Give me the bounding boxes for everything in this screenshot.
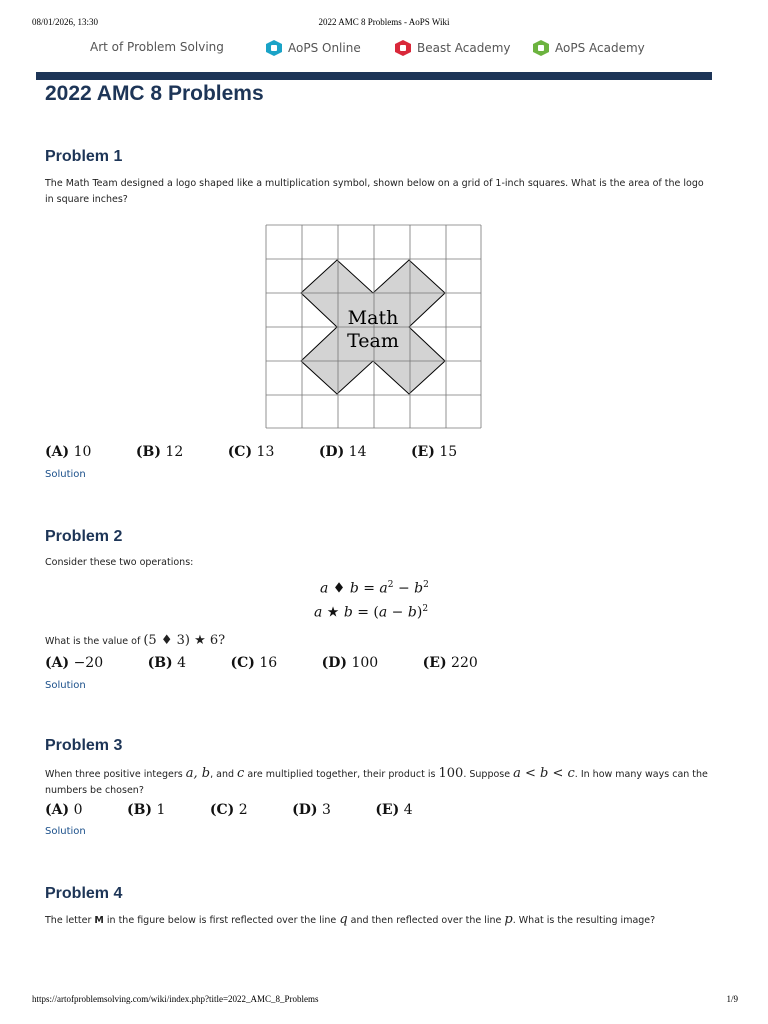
choice: (B) 1 xyxy=(126,802,166,818)
problem-2-heading: Problem 2 xyxy=(45,528,123,545)
choice: (E) 4 xyxy=(375,802,413,818)
problem-3-solution-link[interactable]: Solution xyxy=(45,826,86,837)
choice: (A) −20 xyxy=(45,655,104,671)
print-page-number: 1/9 xyxy=(726,994,738,1004)
problem-2-question: What is the value of (5 ♦ 3) ★ 6? xyxy=(45,633,226,648)
print-date: 08/01/2026, 13:30 xyxy=(32,17,99,27)
operation-diamond-definition: a ♦ $b = a^2 - b^2$ xyxy=(320,580,429,597)
choice: (B) 12 xyxy=(135,444,184,460)
print-url: https://artofproblemsolving.com/wiki/index.php?title=2022_AMC_8_Problems xyxy=(32,994,319,1004)
print-title: 2022 AMC 8 Problems - AoPS Wiki xyxy=(318,17,450,27)
nav-academy-link[interactable] xyxy=(533,40,645,56)
choice: (E) 220 xyxy=(422,655,478,671)
aops-academy-icon xyxy=(533,40,549,56)
beast-academy-icon xyxy=(395,40,411,56)
problem-1-solution-link[interactable]: Solution xyxy=(45,469,86,480)
problem-3-choices xyxy=(45,802,453,818)
math-team-logo-figure xyxy=(265,224,483,430)
choice: (C) 16 xyxy=(230,655,278,671)
choice: (A) 0 xyxy=(45,802,83,818)
nav-academy-label: AoPS Academy xyxy=(555,41,645,55)
choice: (C) 2 xyxy=(209,802,248,818)
problem-2-text: Consider these two operations: xyxy=(45,557,194,568)
problem-3-heading: Problem 3 xyxy=(45,737,123,754)
top-nav xyxy=(0,40,768,60)
choice: (B) 4 xyxy=(147,655,187,671)
choice: (E) 15 xyxy=(410,444,458,460)
choice: (D) 100 xyxy=(321,655,379,671)
problem-1-text: The Math Team designed a logo shaped like a multiplication symbol, shown below on a grid of 1-inch squares. What is the area of the logo in square inches? xyxy=(45,178,704,205)
nav-beast-link[interactable] xyxy=(395,40,510,56)
problem-4-heading: Problem 4 xyxy=(45,885,123,902)
header-bar xyxy=(36,72,712,80)
problem-1-choices xyxy=(45,444,497,460)
operation-star-definition: a ★ $b = (a - b)^2$ xyxy=(314,604,429,621)
problem-2-solution-link[interactable]: Solution xyxy=(45,680,86,691)
problem-4-text: The letter M in the figure below is first reflected over the line q and then reflected over the line p. What is the resulting image? xyxy=(45,912,656,927)
nav-online-link[interactable] xyxy=(266,40,361,56)
logo-text-line-1: Math xyxy=(347,307,399,329)
problem-2-choices xyxy=(45,655,518,671)
aops-online-icon xyxy=(266,40,282,56)
nav-brand-link[interactable] xyxy=(90,40,224,54)
logo-text-line-2: Team xyxy=(347,330,399,352)
choice: (C) 13 xyxy=(227,444,275,460)
page-title: 2022 AMC 8 Problems xyxy=(45,82,264,105)
nav-brand-label: Art of Problem Solving xyxy=(90,40,224,54)
choice: (A) 10 xyxy=(45,444,92,460)
choice: (D) 3 xyxy=(292,802,331,818)
nav-beast-label: Beast Academy xyxy=(417,41,511,55)
problem-3-text: When three positive integers a, b, and c are multiplied together, their product is 100. Suppose a < b < c. In how many ways can the numbers be chosen? xyxy=(45,766,708,796)
problem-1-heading: Problem 1 xyxy=(45,148,123,165)
nav-online-label: AoPS Online xyxy=(288,41,361,55)
choice: (D) 14 xyxy=(318,444,367,460)
